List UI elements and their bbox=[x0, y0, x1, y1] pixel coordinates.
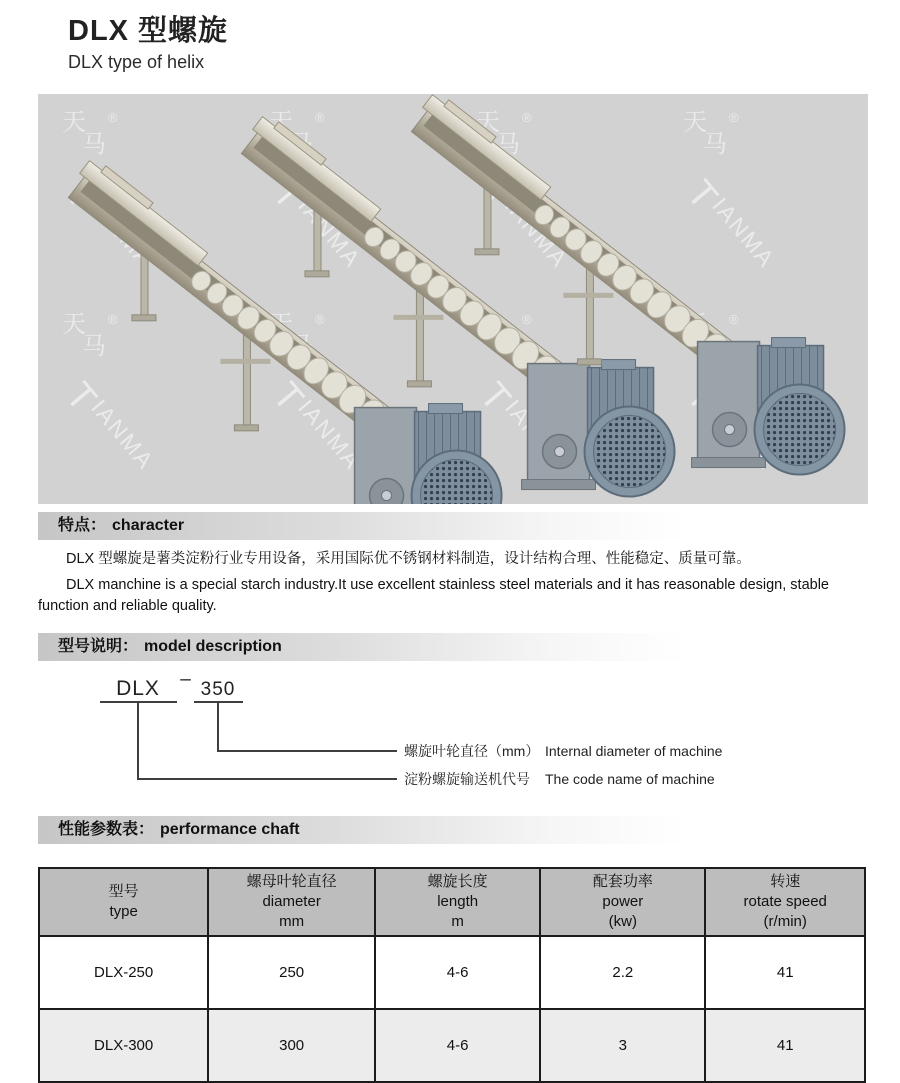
cell-diameter: 300 bbox=[208, 1009, 375, 1082]
cell-speed: 41 bbox=[705, 936, 865, 1009]
diameter-label-cn: 螺旋叶轮直径（mm） bbox=[404, 743, 540, 760]
col-header-type bbox=[39, 868, 208, 936]
col-diameter-cn: 螺母叶轮直径 bbox=[246, 872, 337, 890]
performance-table bbox=[38, 867, 866, 1083]
section-heading-performance-cn: 性能参数表： bbox=[58, 821, 155, 839]
conveyor-photo-illustration bbox=[38, 94, 868, 504]
section-heading-character bbox=[38, 512, 868, 540]
model-dash: – bbox=[180, 669, 192, 691]
cell-length: 4-6 bbox=[375, 1009, 540, 1082]
title-block bbox=[68, 8, 900, 73]
codename-label-en: The code name of machine bbox=[545, 771, 715, 788]
col-speed-cn: 转速 bbox=[770, 872, 801, 890]
product-photo bbox=[38, 94, 868, 504]
cell-speed: 41 bbox=[705, 1009, 865, 1082]
section-heading-model-en: model description bbox=[144, 638, 282, 656]
diameter-label-en: Internal diameter of machine bbox=[545, 743, 723, 760]
model-code: DLX bbox=[116, 677, 160, 701]
section-heading-performance bbox=[38, 816, 868, 844]
codename-label-cn: 淀粉螺旋输送机代号 bbox=[404, 771, 530, 788]
cell-diameter: 250 bbox=[208, 936, 375, 1009]
col-header-length bbox=[375, 868, 540, 936]
cell-length: 4-6 bbox=[375, 936, 540, 1009]
col-power-en: power bbox=[602, 892, 644, 910]
cell-power: 2.2 bbox=[540, 936, 705, 1009]
section-heading-model bbox=[38, 633, 868, 661]
col-header-diameter bbox=[208, 868, 375, 936]
model-number: 350 bbox=[200, 679, 236, 701]
cell-type: DLX-250 bbox=[39, 936, 208, 1009]
section-heading-model-cn: 型号说明： bbox=[58, 638, 139, 656]
model-code-diagram bbox=[0, 661, 900, 806]
col-length-cn: 螺旋长度 bbox=[427, 872, 488, 890]
cell-type: DLX-300 bbox=[39, 1009, 208, 1082]
col-header-speed bbox=[705, 868, 865, 936]
header-row bbox=[39, 868, 865, 936]
col-diameter-unit: mm bbox=[279, 913, 305, 931]
col-power-unit: (kw) bbox=[608, 913, 637, 931]
cell-power: 3 bbox=[540, 1009, 705, 1082]
table-row-dlx-250 bbox=[39, 936, 865, 1009]
page-title: DLX 型螺旋 bbox=[68, 15, 229, 47]
section-heading-performance-en: performance chaft bbox=[160, 821, 300, 839]
page-subtitle: DLX type of helix bbox=[68, 52, 205, 72]
character-paragraph-cn: DLX 型螺旋是薯类淀粉行业专用设备，采用国际优不锈钢材料制造，设计结构合理、性能稳定、质量可靠。 bbox=[66, 551, 751, 567]
section-heading-character-en: character bbox=[112, 517, 185, 534]
table-row-dlx-300 bbox=[39, 1009, 865, 1082]
performance-table-header bbox=[39, 868, 865, 936]
col-speed-en: rotate speed bbox=[743, 892, 827, 910]
character-paragraph-en: DLX manchine is a special starch industry.It use excellent stainless steel materials and it has reasonable design, stable function and reliable quality. bbox=[38, 577, 829, 615]
col-speed-unit: (r/min) bbox=[763, 913, 807, 931]
col-header-power bbox=[540, 868, 705, 936]
col-type-en: type bbox=[109, 903, 138, 921]
col-length-en: length bbox=[437, 892, 479, 910]
section-heading-character-cn: 特点： bbox=[58, 517, 107, 534]
col-type-cn: 型号 bbox=[108, 882, 139, 900]
col-length-unit: m bbox=[451, 913, 464, 931]
performance-table-body bbox=[39, 936, 865, 1082]
col-power-cn: 配套功率 bbox=[592, 872, 653, 890]
col-diameter-en: diameter bbox=[262, 892, 321, 910]
